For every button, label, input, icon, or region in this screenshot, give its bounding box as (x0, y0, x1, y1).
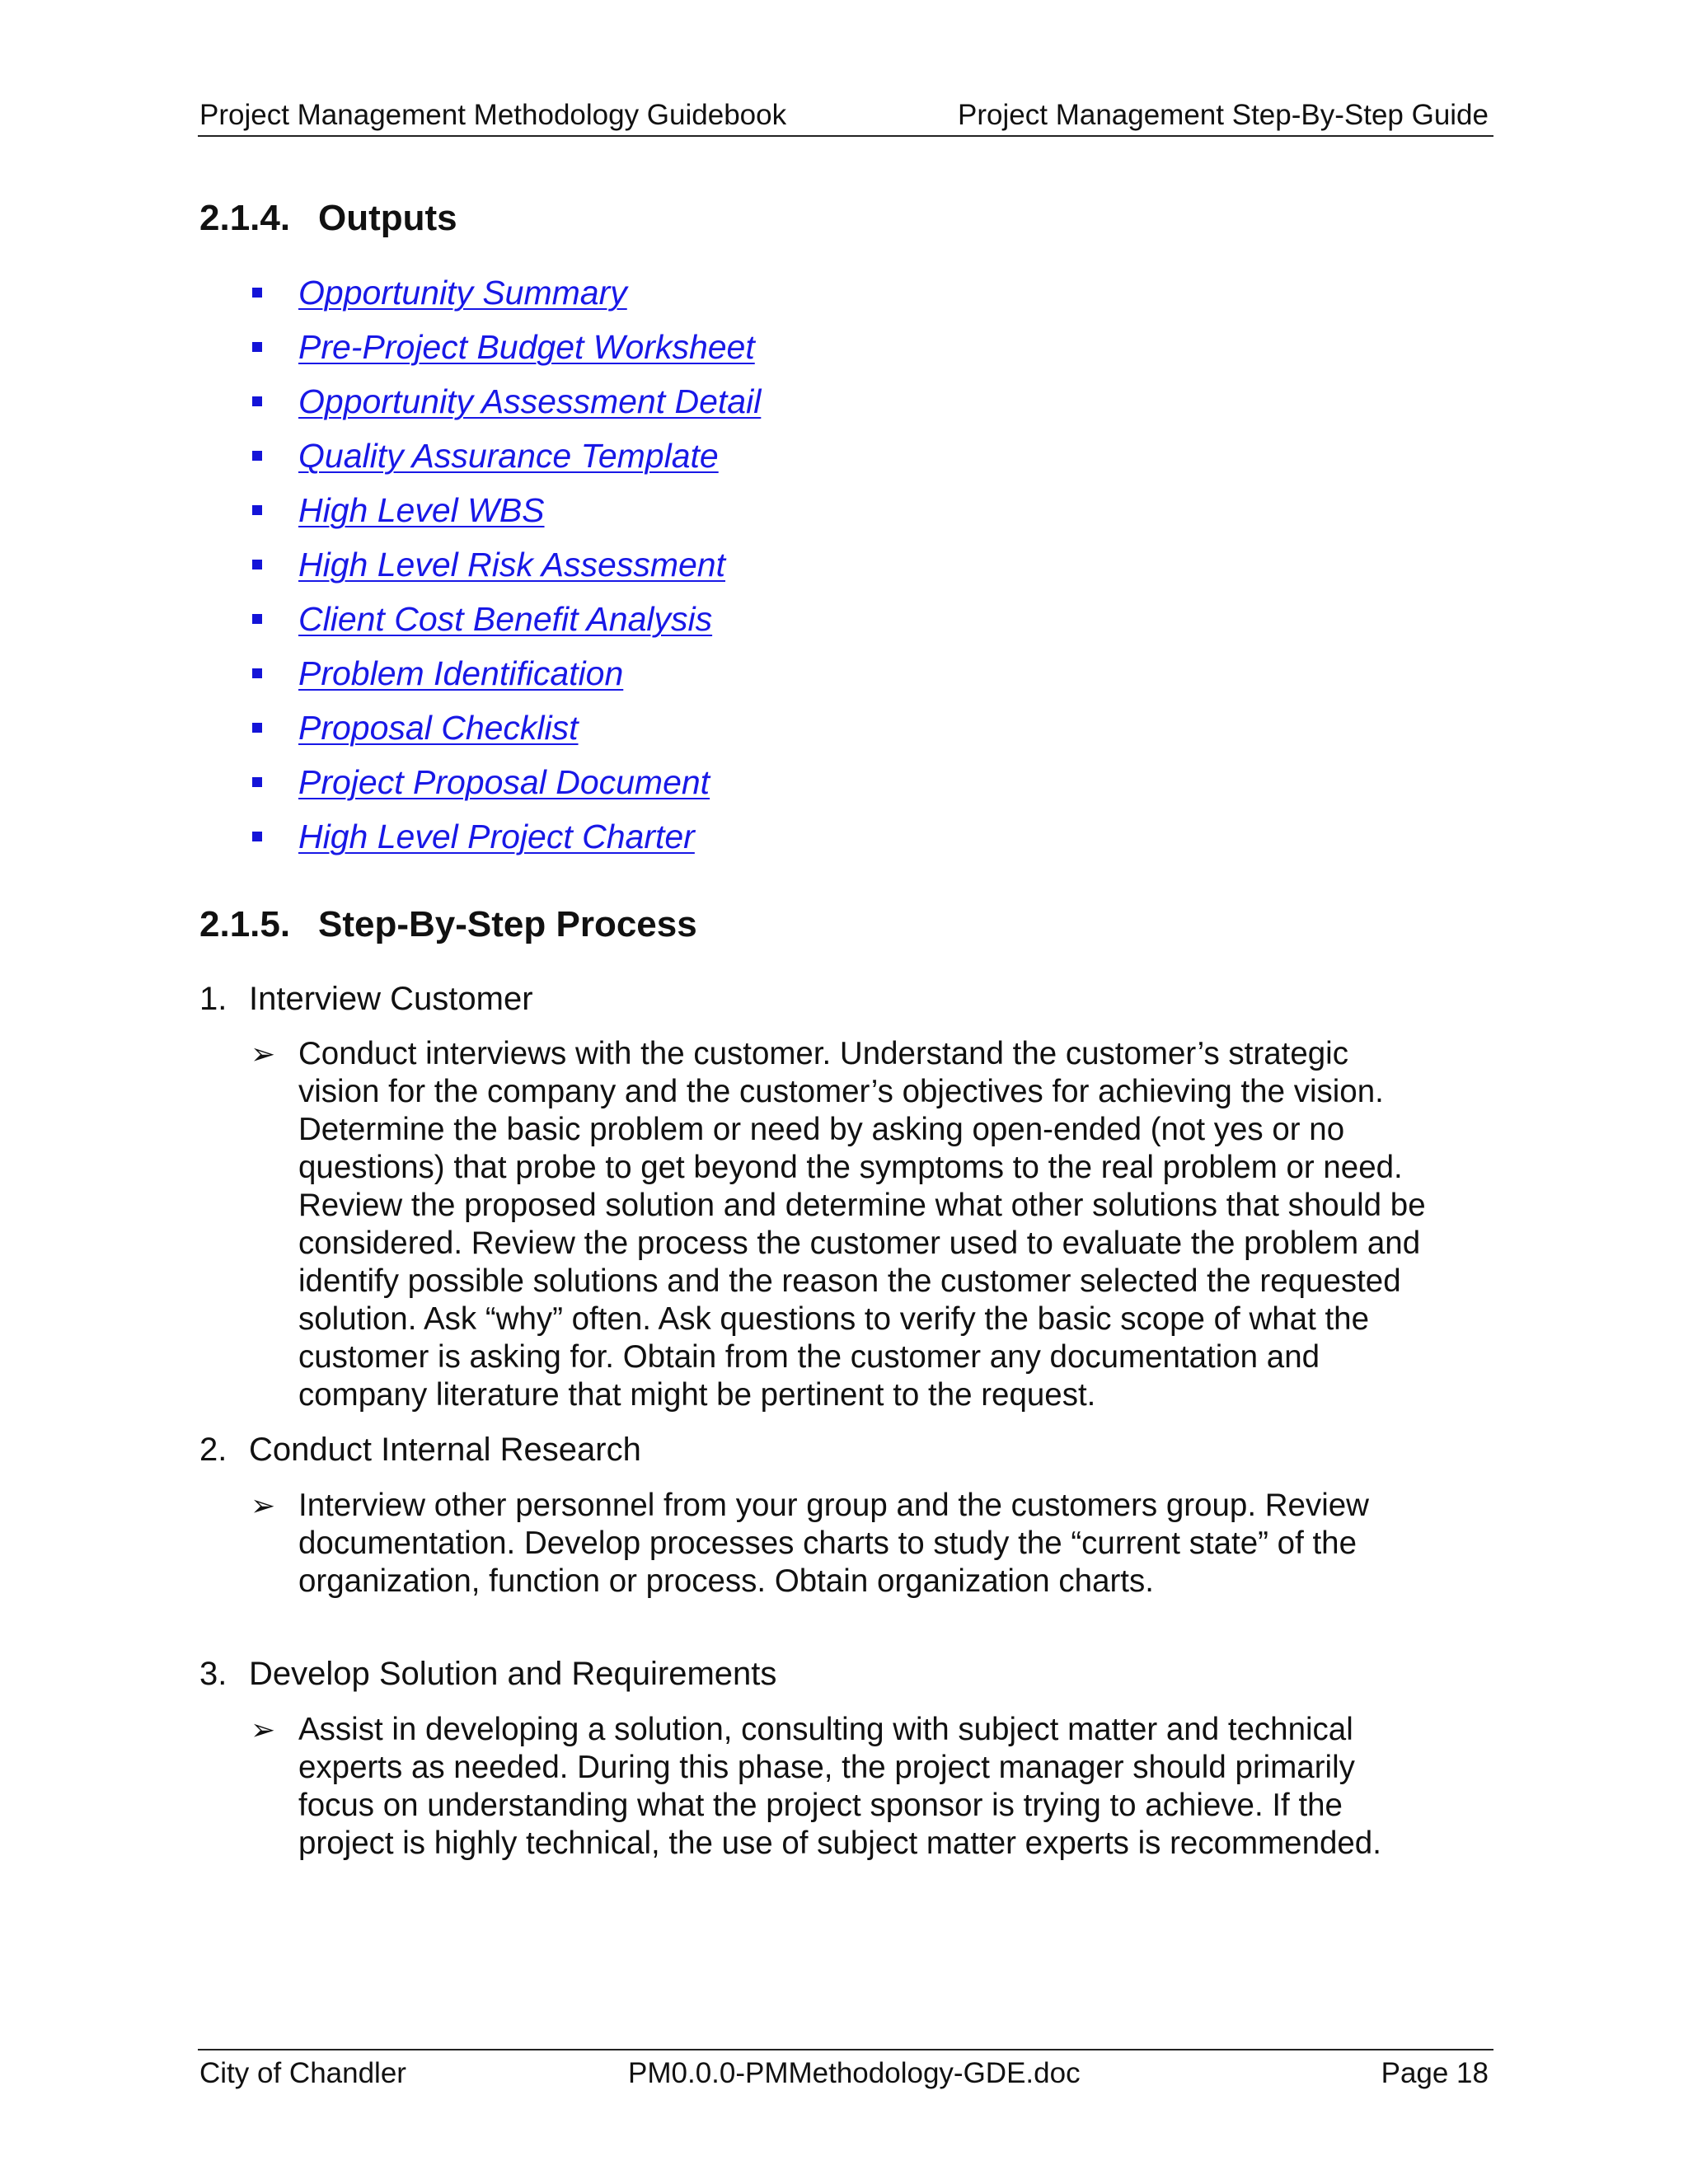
step-description (247, 1035, 1500, 1414)
outputs-heading (199, 198, 457, 239)
footer-left: City of Chandler (199, 2057, 406, 2089)
process-heading-number: 2.1.5. (199, 904, 291, 944)
text-line: organization, function or process. Obtain organization charts. (298, 1563, 1154, 1599)
output-link[interactable]: Opportunity Summary (298, 274, 627, 312)
step-description (247, 1487, 1500, 1601)
bullet-square-icon (252, 288, 262, 298)
output-link[interactable]: High Level WBS (298, 491, 545, 529)
step-description (247, 1711, 1500, 1863)
step-title (199, 1432, 641, 1469)
bullet-square-icon (252, 614, 262, 624)
process-heading-title: Step-By-Step Process (318, 904, 697, 944)
text-line: Assist in developing a solution, consulting with subject matter and technical (298, 1712, 1353, 1747)
page-header (198, 96, 1493, 137)
arrow-bullet-icon: ➢ (251, 1713, 276, 1746)
text-line: Determine the basic problem or need by asking open-ended (not yes or no (298, 1112, 1345, 1147)
arrow-bullet-icon: ➢ (251, 1488, 276, 1522)
text-line: identify possible solutions and the reason the customer selected the requested (298, 1263, 1401, 1299)
text-line: project is highly technical, the use of subject matter experts is recommended. (298, 1825, 1381, 1861)
step-number: 3. (199, 1656, 227, 1692)
text-line: Interview other personnel from your group and the customers group. Review (298, 1488, 1369, 1523)
bullet-square-icon (252, 451, 262, 461)
page-footer (198, 2049, 1493, 2089)
bullet-square-icon (252, 342, 262, 352)
output-link[interactable]: High Level Project Charter (298, 818, 695, 855)
bullet-square-icon (252, 560, 262, 569)
outputs-heading-title: Outputs (318, 198, 457, 238)
text-line: considered. Review the process the customer used to evaluate the problem and (298, 1226, 1421, 1261)
bullet-square-icon (252, 777, 262, 787)
output-link[interactable]: Project Proposal Document (298, 763, 710, 801)
output-link[interactable]: Client Cost Benefit Analysis (298, 600, 713, 638)
step-title (199, 1656, 776, 1693)
text-line: focus on understanding what the project sponsor is trying to achieve. If the (298, 1788, 1343, 1823)
step-title-text: Conduct Internal Research (249, 1432, 641, 1468)
header-right: Project Management Step-By-Step Guide (958, 99, 1489, 131)
footer-center: PM0.0.0-PMMethodology-GDE.doc (628, 2057, 1081, 2089)
footer-page-number: Page 18 (1381, 2057, 1489, 2089)
output-link[interactable]: Problem Identification (298, 654, 624, 692)
output-link[interactable]: Quality Assurance Template (298, 437, 719, 475)
text-line: vision for the company and the customer’s objectives for achieving the vision. (298, 1074, 1384, 1109)
step-title-text: Develop Solution and Requirements (249, 1656, 777, 1692)
bullet-square-icon (252, 396, 262, 406)
text-line: experts as needed. During this phase, the project manager should primarily (298, 1750, 1355, 1785)
outputs-heading-number: 2.1.4. (199, 198, 291, 238)
output-link[interactable]: Pre-Project Budget Worksheet (298, 328, 755, 366)
text-line: customer is asking for. Obtain from the customer any documentation and (298, 1339, 1320, 1375)
text-line: company literature that might be pertinent to the request. (298, 1377, 1096, 1413)
process-heading (199, 904, 697, 945)
text-line: Review the proposed solution and determine what other solutions that should be (298, 1188, 1426, 1223)
bullet-square-icon (252, 723, 262, 733)
step-title (199, 981, 533, 1018)
bullet-square-icon (252, 832, 262, 841)
text-line: documentation. Develop processes charts to study the “current state” of the (298, 1526, 1357, 1561)
arrow-bullet-icon: ➢ (251, 1037, 276, 1071)
output-link[interactable]: High Level Risk Assessment (298, 546, 726, 583)
step-number: 1. (199, 981, 227, 1017)
text-line: solution. Ask “why” often. Ask questions to verify the basic scope of what the (298, 1301, 1369, 1337)
bullet-square-icon (252, 505, 262, 515)
output-link[interactable]: Opportunity Assessment Detail (298, 382, 762, 420)
step-number: 2. (199, 1432, 227, 1468)
text-line: Conduct interviews with the customer. Understand the customer’s strategic (298, 1036, 1348, 1071)
header-left: Project Management Methodology Guidebook (199, 99, 787, 131)
output-link[interactable]: Proposal Checklist (298, 709, 579, 747)
step-title-text: Interview Customer (249, 981, 533, 1017)
bullet-square-icon (252, 668, 262, 678)
text-line: questions) that probe to get beyond the symptoms to the real problem or need. (298, 1150, 1403, 1185)
